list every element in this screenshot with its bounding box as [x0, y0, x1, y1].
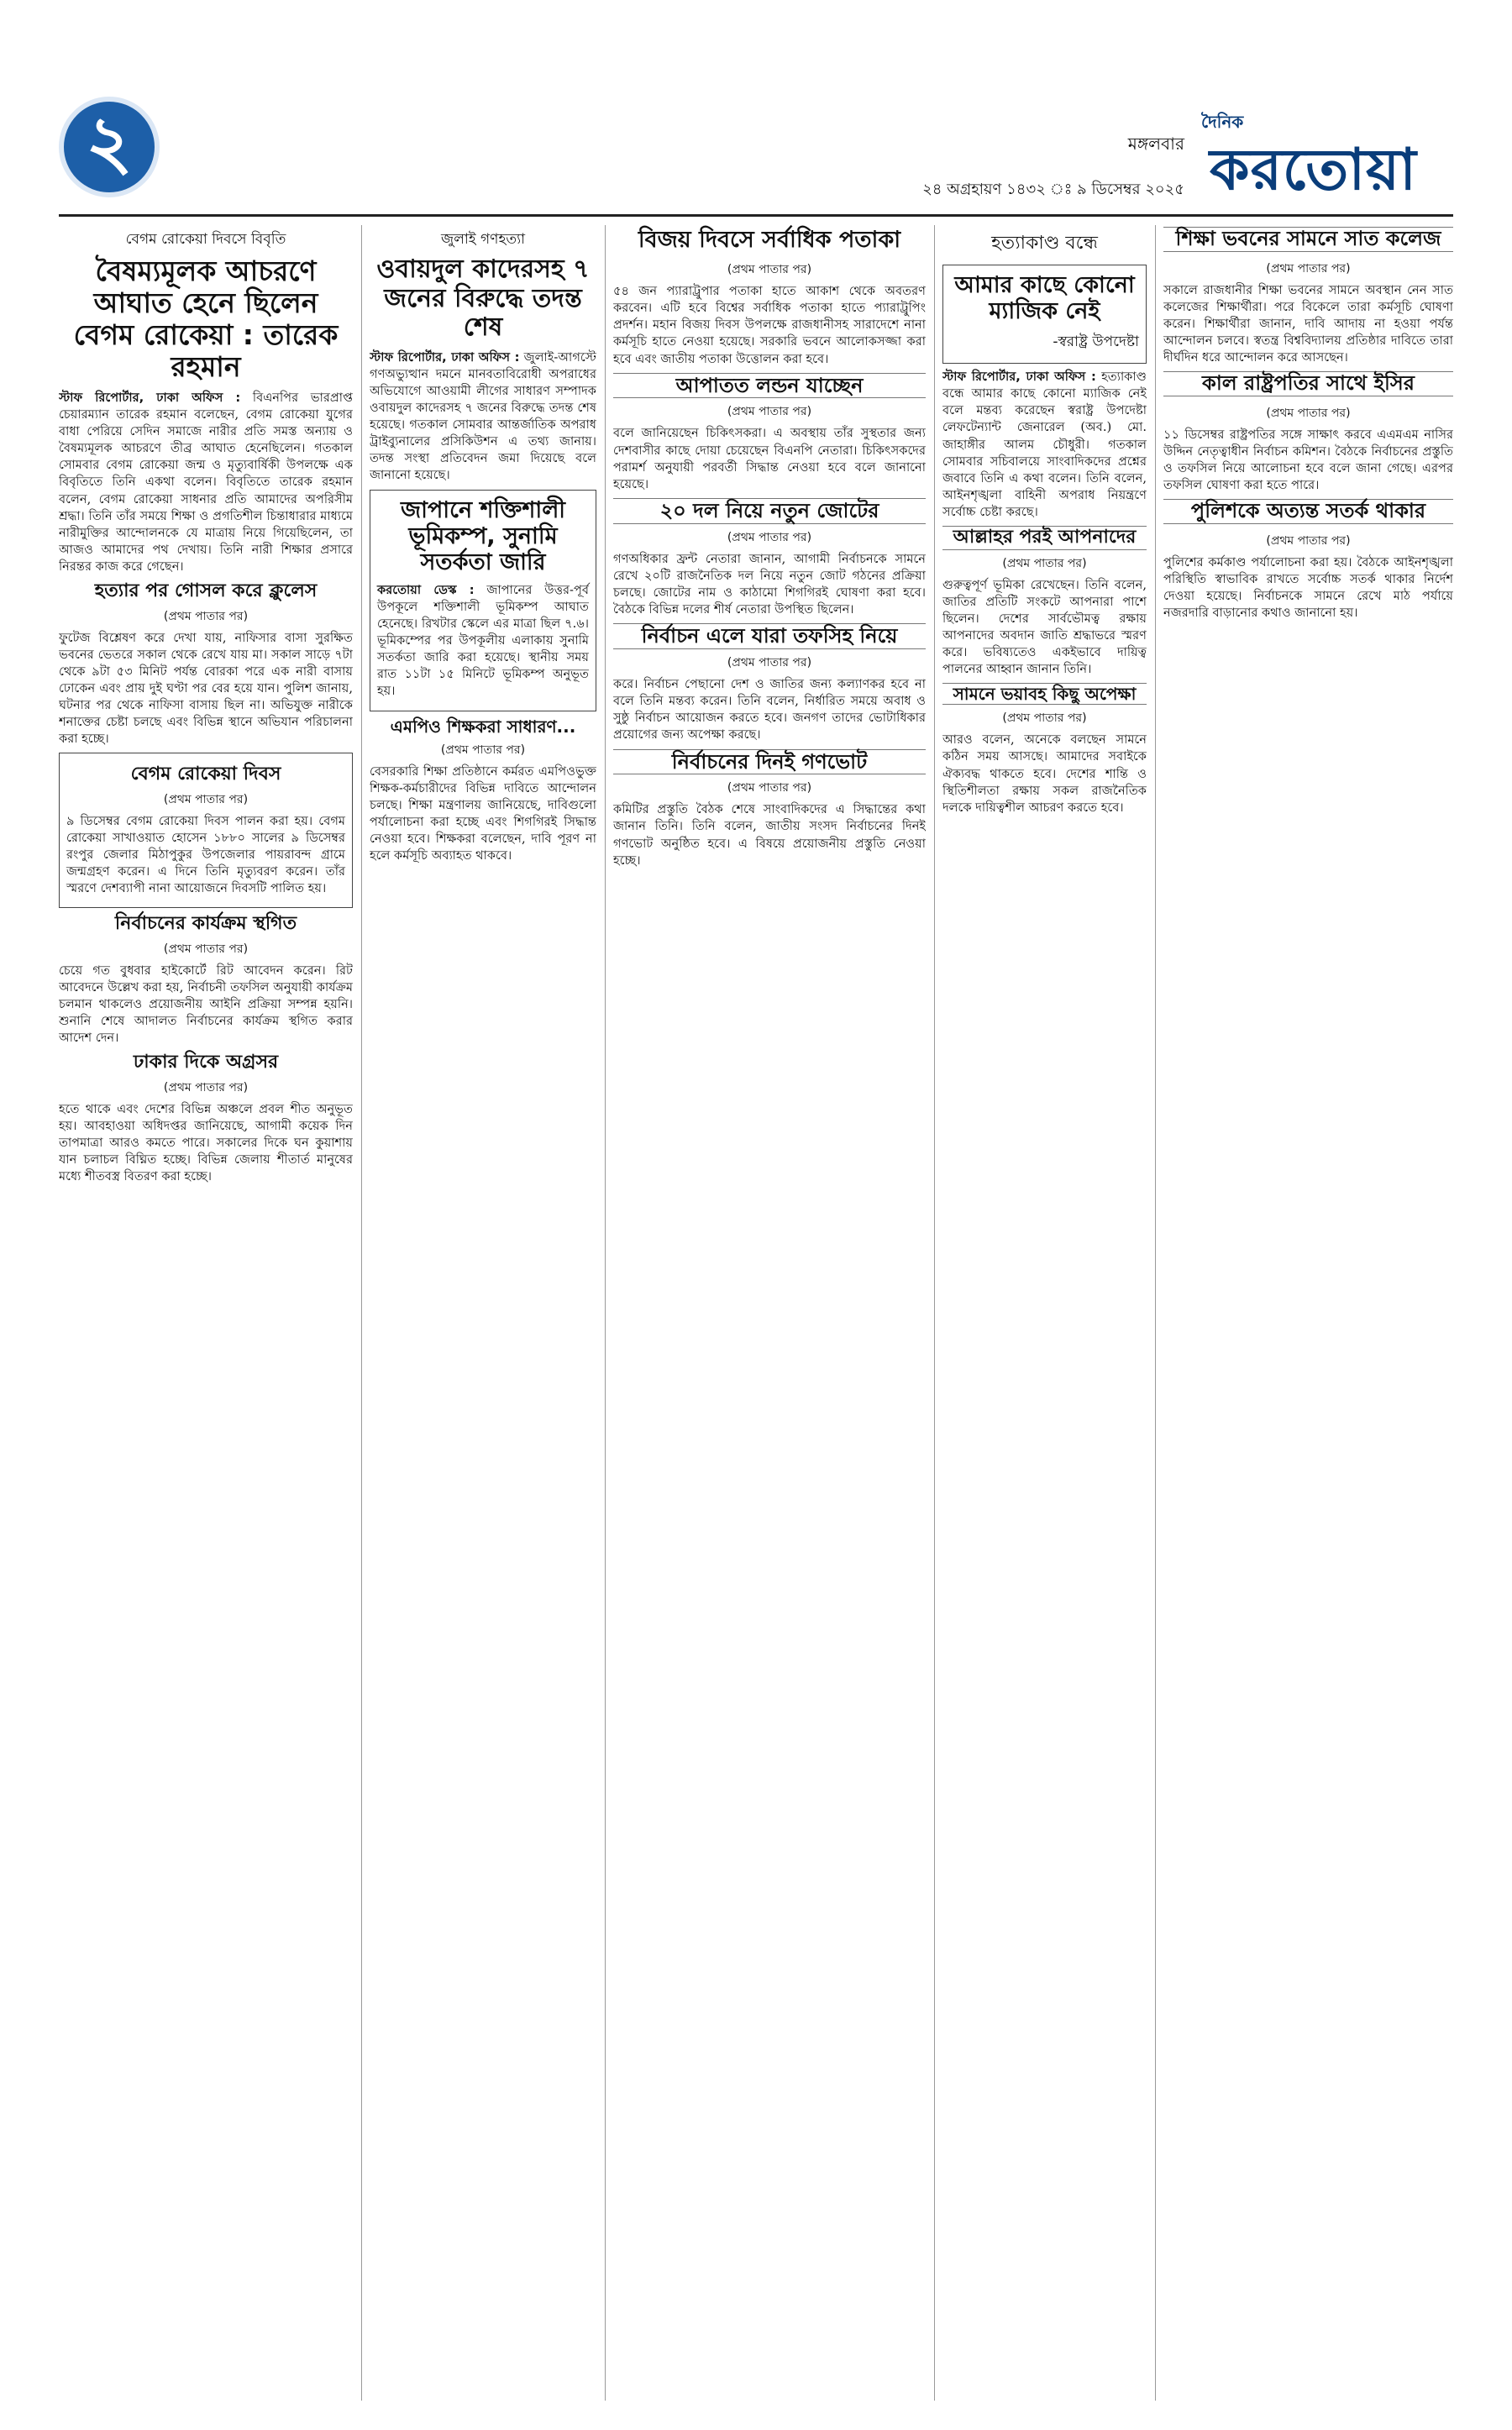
victory-jump: (প্রথম পাতার পর) — [727, 263, 812, 277]
magic-body: হত্যাকাণ্ড বন্ধে আমার কাছে কোনো ম্যাজিক নেই বলে মন্তব্য করেছেন স্বরাষ্ট্র উপদেষ্টা লেফটেন্যান্ট জেনারেল (অব.) মো. জাহাঙ্গীর আলম চৌধুরী। গতকাল সোমবার সচিবালয়ে সাংবাদিকদের প্রশ্নের জবাবে তিনি এ কথা বলেন। তিনি বলেন, আইনশৃঙ্খলা বাহিনী অপরাধ নিয়ন্ত্রণে সর্বোচ্চ চেষ্টা করছে। — [942, 370, 1147, 520]
allah-subhead: আল্লাহর পরই আপনাদের — [942, 526, 1147, 549]
college-body: সকালে রাজধানীর শিক্ষা ভবনের সামনে অবস্থান নেন সাত কলেজের শিক্ষার্থীরা। পরে বিকেলে তারা কর্মসূচি ঘোষণা করেন। শিক্ষার্থীরা জানান, দাবি আদায় না হওয়া পর্যন্ত আন্দোলন চলবে। স্বতন্ত্র বিশ্ববিদ্যালয় প্রতিষ্ঠার দাবিতে তারা দীর্ঘদিন ধরে আন্দোলন করে আসছেন। — [1163, 282, 1453, 365]
election-day-body: কমিটির প্রস্তুতি বৈঠক শেষে সাংবাদিকদের এ সিদ্ধান্তের কথা জানান তিনি। তিনি বলেন, জাতীয় সংসদ নির্বাচনের দিনই গণভোট অনুষ্ঠিত হবে। এ বিষয়ে প্রয়োজনীয় প্রস্তুতি নেওয়া হচ্ছে। — [613, 802, 926, 868]
page-number-badge: ২ — [59, 97, 160, 197]
magic-box — [942, 265, 1147, 364]
july-kicker: জুলাই গণহত্যা — [440, 231, 526, 248]
japan-byline: করতোয়া ডেস্ক : — [377, 582, 475, 597]
lead-byline: স্টাফ রিপোর্টার, ঢাকা অফিস : — [59, 390, 241, 405]
lead-body: বিএনপির ভারপ্রাপ্ত চেয়ারম্যান তারেক রহমান বলেছেন, বেগম রোকেয়া যুগের বাধা পেরিয়ে সেদিন সমাজে নারীর প্রতি সমস্ত অন্যায় ও বৈষম্যমূলক আচরণে তীব্র আঘাত হেনেছিলেন। গতকাল সোমবার বেগম রোকেয়া জন্ম ও মৃত্যুবার্ষিকী উপলক্ষে এক বিবৃতিতে তিনি একথা বলেন। বিবৃতিতে তারেক রহমান বলেন, বেগম রোকেয়া সাধনার প্রতি আমাদের অপরিসীম শ্রদ্ধা। তিনি তাঁর সময়ে শিক্ষা ও প্রগতিশীল চিন্তাধারার মাধ্যমে নারীমুক্তির আন্দোলনকে যে মাত্রায় নিয়ে গিয়েছিলেন, তা আজও আমাদের পথ দেখায়। তিনি নারী শিক্ষার প্রসারে নিরন্তর কাজ করে গেছেন। — [59, 390, 353, 574]
japan-body: জাপানের উত্তর-পূর্ব উপকূলে শক্তিশালী ভূমিকম্প আঘাত হেনেছে। রিখটার স্কেলে এর মাত্রা ছিল ৭.৬। ভূমিকম্পের পর উপকূলীয় এলাকায় সুনামি সতর্কতা জারি করা হয়েছে। স্থানীয় সময় রাত ১১টা ১৫ মিনিটে ভূমিকম্প অনুভূত হয়। — [377, 582, 590, 699]
column-5 — [1163, 225, 1453, 2409]
masthead — [59, 97, 1453, 206]
dhaka-jump: (প্রথম পাতার পর) — [163, 1080, 249, 1094]
logo-title: করতোয়া — [1210, 137, 1417, 203]
alliance-jump: (প্রথম পাতার পর) — [727, 530, 812, 544]
rokeya-box — [59, 753, 353, 908]
police-body: পুলিশের কর্মকাণ্ড পর্যালোচনা করা হয়। বৈঠকে আইনশৃঙ্খলা পরিস্থিতি স্বাভাবিক রাখতে সর্বোচ্চ সতর্ক থাকার নির্দেশ দেওয়া হয়েছে। নির্বাচনকে সামনে রেখে মাঠ পর্যায়ে নজরদারি বাড়ানোর কথাও জানানো হয়। — [1163, 554, 1453, 621]
london-jump: (প্রথম পাতার পর) — [727, 405, 812, 419]
election-day-subhead: নির্বাচনের দিনই গণভোট — [613, 749, 926, 775]
japan-headline: জাপানে শক্তিশালী ভূমিকম্প, সুনামি সতর্কতা জারি — [400, 496, 566, 575]
lead-headline: বৈষম্যমূলক আচরণে আঘাত হেনে ছিলেন বেগম রোকেয়া : তারেক রহমান — [73, 255, 339, 383]
hope-subhead: সামনে ভয়াবহ কিছু অপেক্ষা — [942, 683, 1147, 705]
murder-subhead: হত্যার পর গোসল করে ক্লুলেস — [94, 580, 318, 602]
july-byline: স্টাফ রিপোর্টার, ঢাকা অফিস : — [370, 349, 520, 365]
murder-jump: (প্রথম পাতার পর) — [163, 609, 249, 623]
dhaka-body: হতে থাকে এবং দেশের বিভিন্ন অঞ্চলে প্রবল শীত অনুভূত হয়। আবহাওয়া অধিদপ্তর জানিয়েছে, আগামী কয়েক দিন তাপমাত্রা আরও কমতে পারে। সকালের দিকে ঘন কুয়াশায় যান চলাচল বিঘ্নিত হচ্ছে। বিভিন্ন জেলায় শীতার্ত মানুষের মধ্যে শীতবস্ত্র বিতরণ করা হচ্ছে। — [59, 1101, 353, 1184]
column-divider — [605, 225, 606, 2401]
allah-jump: (প্রথম পাতার পর) — [1002, 556, 1087, 570]
column-2 — [370, 225, 596, 2409]
election-day-jump: (প্রথম পাতার পর) — [727, 781, 812, 795]
issue-date: ২৪ অগ্রহায়ণ ১৪৩২ ঃ ৯ ডিসেম্বর ২০২৫ — [922, 181, 1184, 198]
issue-day: মঙ্গলবার — [1127, 134, 1184, 154]
rokeya-subhead: বেগম রোকেয়া দিবস — [130, 764, 281, 785]
column-4 — [942, 225, 1147, 2409]
police-jump: (প্রথম পাতার পর) — [1266, 533, 1351, 548]
police-headline: পুলিশকে অত্যন্ত সতর্ক থাকার — [1163, 499, 1453, 524]
magic-subkicker: -স্বরাষ্ট্র উপদেষ্টা — [1053, 333, 1139, 351]
masthead-rule — [59, 214, 1453, 217]
column-divider — [361, 225, 362, 2401]
election-program-subhead: নির্বাচনের কার্যক্রম স্থগিত — [114, 913, 297, 935]
murder-body: ফুটেজ বিশ্লেষণ করে দেখা যায়, নাফিসার বাসা সুরক্ষিত ভবনের ভেতরে সকাল থেকে রেখে যায় মা। সকাল সাড়ে ৭টা থেকে ৯টা ৫৩ মিনিট পর্যন্ত বোরকা পরে এক নারী বাসায় ঢোকেন এবং প্রায় দুই ঘণ্টা পর বের হয়ে যান। পুলিশ জানায়, ঘটনার পর থেকে নাফিসা বাসায় ছিল না। অভিযুক্ত নারীকে শনাক্তের চেষ্টা চলছে এবং বিভিন্ন স্থানে অভিযান পরিচালনা করা হচ্ছে। — [59, 630, 353, 747]
rokeya-jump: (প্রথম পাতার পর) — [163, 792, 249, 806]
london-subhead: আপাতত লন্ডন যাচ্ছেন — [613, 373, 926, 399]
magic-headline: আমার কাছে কোনো ম্যাজিক নেই — [954, 272, 1135, 325]
newspaper-logo — [1201, 110, 1453, 203]
mpo-jump: (প্রথম পাতার পর) — [440, 743, 526, 757]
hope-jump: (প্রথম পাতার পর) — [1002, 711, 1087, 726]
column-1 — [59, 225, 353, 2409]
logo-prefix: দৈনিক — [1201, 112, 1244, 132]
column-divider — [1155, 225, 1156, 2401]
london-body: বলে জানিয়েছেন চিকিৎসকরা। এ অবস্থায় তাঁর সুস্থতার জন্য দেশবাসীর কাছে দোয়া চেয়েছেন বিএনপি নেতারা। চিকিৎসকদের পরামর্শ অনুযায়ী পরবর্তী সিদ্ধান্ত নেওয়া হবে বলে জানানো হয়েছে। — [613, 426, 926, 491]
mpo-subhead: এমপিও শিক্ষকরা সাধারণ... — [390, 716, 576, 737]
magic-kicker: হত্যাকাণ্ড বন্ধে — [991, 233, 1098, 254]
mpo-body: বেসরকারি শিক্ষা প্রতিষ্ঠানে কর্মরত এমপিওভুক্ত শিক্ষক-কর্মচারীদের বিভিন্ন দাবিতে আন্দোলন চলছে। শিক্ষা মন্ত্রণালয় জানিয়েছে, দাবিগুলো পর্যালোচনা করা হচ্ছে এবং শিগগিরই সিদ্ধান্ত নেওয়া হবে। শিক্ষকরা বলেছেন, দাবি পূরণ না হলে কর্মসূচি অব্যাহত থাকবে। — [370, 764, 596, 863]
victory-body: ৫৪ জন প্যারাট্রুপার পতাকা হাতে আকাশ থেকে অবতরণ করবেন। এটি হবে বিশ্বের সর্বাধিক পতাকা হাতে প্যারাট্রুপিং প্রদর্শন। মহান বিজয় দিবস উপলক্ষে রাজধানীসহ সারাদেশে নানা কর্মসূচি হাতে নেওয়া হয়েছে। সরকারি ভবনে আলোকসজ্জা করা হবে এবং জাতীয় পতাকা উত্তোলন করা হবে। — [613, 284, 926, 366]
hope-body: আরও বলেন, অনেকে বলছেন সামনে কঠিন সময় আসছে। আমাদের সবাইকে ঐক্যবদ্ধ থাকতে হবে। দেশের শান্তি ও স্থিতিশীলতা রক্ষায় সকল রাজনৈতিক দলকে দায়িত্বশীল আচরণ করতে হবে। — [942, 732, 1147, 815]
magic-byline: স্টাফ রিপোর্টার, ঢাকা অফিস : — [942, 370, 1096, 385]
victory-headline: বিজয় দিবসে সর্বাধিক পতাকা — [638, 227, 901, 253]
allah-body: গুরুত্বপূর্ণ ভূমিকা রেখেছেন। তিনি বলেন, জাতির প্রতিটি সংকটে আপনারা পাশে ছিলেন। দেশের সার্বভৌমত্ব রক্ষায় আপনাদের অবদান জাতি শ্রদ্ধাভরে স্মরণ করে। ভবিষ্যতেও একইভাবে দায়িত্ব পালনের আহ্বান জানান তিনি। — [942, 577, 1147, 677]
rokeya-body: ৯ ডিসেম্বর বেগম রোকেয়া দিবস পালন করা হয়। বেগম রোকেয়া সাখাওয়াত হোসেন ১৮৮০ সালের ৯ ডিসেম্বর রংপুর জেলার মিঠাপুকুর উপজেলার পায়রাবন্দ গ্রামে জন্মগ্রহণ করেন। এ দিনে তিনি মৃত্যুবরণ করেন। তাঁর স্মরণে দেশব্যাপী নানা আয়োজনে দিবসটি পালিত হয়। — [66, 813, 345, 896]
president-jump: (প্রথম পাতার পর) — [1266, 406, 1351, 420]
president-body: ১১ ডিসেম্বর রাষ্ট্রপতির সঙ্গে সাক্ষাৎ করবে এএমএম নাসির উদ্দিন নেতৃত্বাধীন নির্বাচন কমিশন। বৈঠকে নির্বাচনের প্রস্তুতি ও তফসিল নিয়ে আলোচনা হবে বলে জানা গেছে। এরপর তফসিল ঘোষণা করা হতে পারে। — [1163, 427, 1453, 493]
july-body: জুলাই-আগস্টে গণঅভ্যুত্থান দমনে মানবতাবিরোধী অপরাধের অভিযোগে আওয়ামী লীগের সাধারণ সম্পাদক ওবায়দুল কাদেরসহ ৭ জনের বিরুদ্ধে তদন্ত শেষ হয়েছে। গতকাল সোমবার আন্তর্জাতিক অপরাধ ট্রাইব্যুনালের প্রসিকিউশন এ তথ্য জানায়। তদন্ত সংস্থা প্রতিবেদন জমা দিয়েছে বলে জানানো হয়েছে। — [370, 349, 596, 483]
alliance-body: গণঅধিকার ফ্রন্ট নেতারা জানান, আগামী নির্বাচনকে সামনে রেখে ২০টি রাজনৈতিক দল নিয়ে নতুন জোট গঠনের প্রক্রিয়া চলছে। জোটের নাম ও কাঠামো শিগগিরই ঘোষণা করা হবে। বৈঠকে বিভিন্ন দলের শীর্ষ নেতারা উপস্থিত ছিলেন। — [613, 551, 926, 617]
column-divider — [934, 225, 935, 2401]
lead-kicker: বেগম রোকেয়া দিবসে বিবৃতি — [125, 231, 286, 248]
college-headline: শিক্ষা ভবনের সামনে সাত কলেজ — [1163, 227, 1453, 252]
election-program-body: চেয়ে গত বুধবার হাইকোর্টে রিট আবেদন করেন। রিট আবেদনে উল্লেখ করা হয়, নির্বাচনী তফসিল অনুযায়ী কার্যক্রম চলমান থাকলেও প্রয়োজনীয় আইনি প্রক্রিয়া সম্পন্ন হয়নি। শুনানি শেষে আদালত নির্বাচনের কার্যক্রম স্থগিত করার আদেশ দেন। — [59, 963, 353, 1046]
japan-box — [370, 490, 596, 711]
election-program-jump: (প্রথম পাতার পর) — [163, 942, 249, 956]
president-headline: কাল রাষ্ট্রপতির সাথে ইসির — [1163, 371, 1453, 396]
contender-subhead: নির্বাচন এলে যারা তফসিহ নিয়ে — [613, 623, 926, 649]
column-3 — [613, 225, 926, 2409]
alliance-subhead: ২০ দল নিয়ে নতুন জোটের — [613, 498, 926, 524]
contender-jump: (প্রথম পাতার পর) — [727, 656, 812, 670]
dhaka-subhead: ঢাকার দিকে অগ্রসর — [133, 1052, 279, 1073]
july-headline: ওবায়দুল কাদেরসহ ৭ জনের বিরুদ্ধে তদন্ত শেষ — [376, 255, 590, 342]
college-jump: (প্রথম পাতার পর) — [1266, 261, 1351, 276]
contender-body: করে। নির্বাচন পেছানো দেশ ও জাতির জন্য কল্যাণকর হবে না বলে তিনি মন্তব্য করেন। তিনি বলেন, নির্ধারিত সময়ে অবাধ ও সুষ্ঠু নির্বাচন আয়োজন করতে হবে। জনগণ তাদের ভোটাধিকার প্রয়োগের জন্য অপেক্ষা করছে। — [613, 677, 926, 743]
